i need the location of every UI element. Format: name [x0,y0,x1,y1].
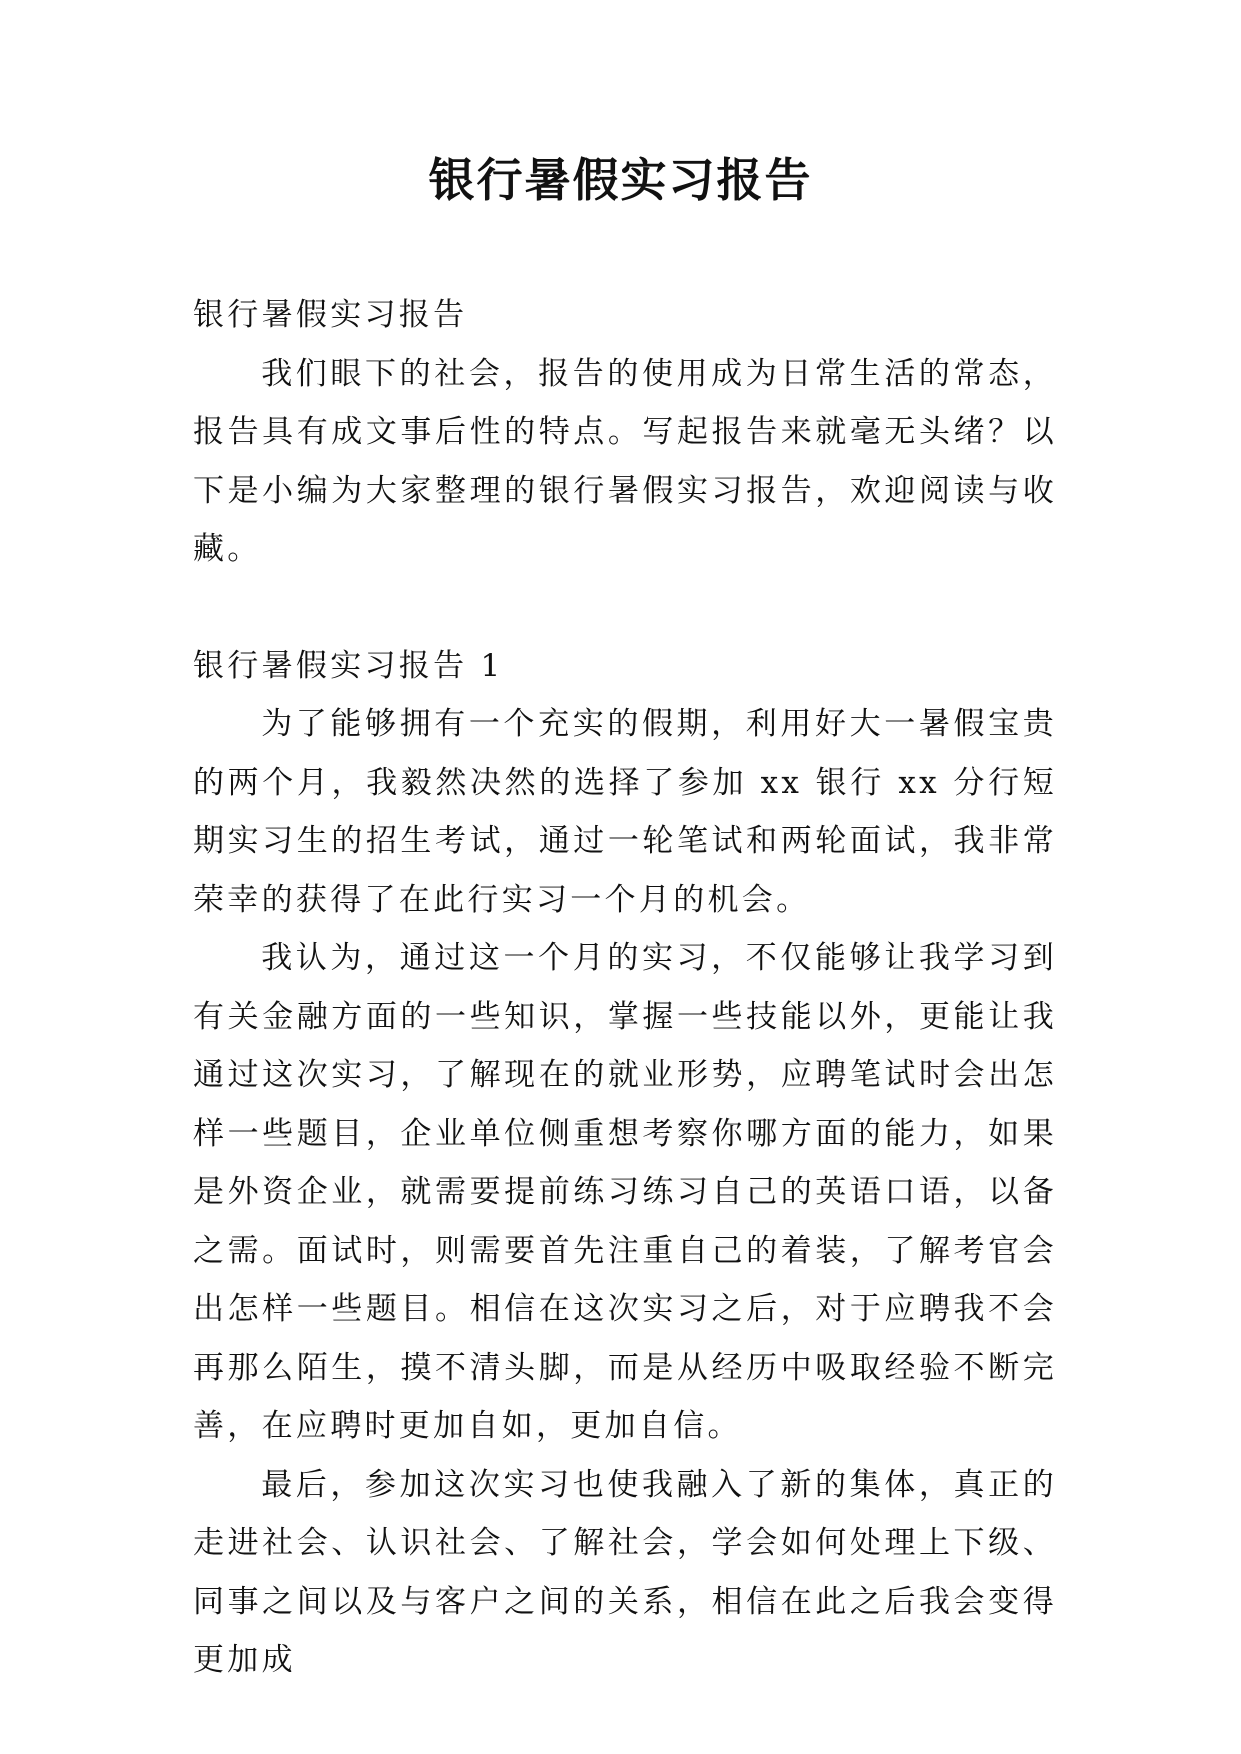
section-spacer [193,579,1057,637]
section1-paragraph-1: 为了能够拥有一个充实的假期，利用好大一暑假宝贵的两个月，我毅然决然的选择了参加 xx 银行 xx 分行短期实习生的招生考试，通过一轮笔试和两轮面试，我非常荣幸的获得了在此行实习一个月的机会。 [193,706,1057,918]
document-body [193,286,1057,1690]
intro-paragraph: 我们眼下的社会，报告的使用成为日常生活的常态，报告具有成文事后性的特点。写起报告来就毫无头绪？以下是小编为大家整理的银行暑假实习报告，欢迎阅读与收藏。 [193,355,1057,567]
document-title: 银行暑假实习报告 [428,153,813,207]
section1-paragraph-2: 我认为，通过这一个月的实习，不仅能够让我学习到有关金融方面的一些知识，掌握一些技能以外，更能让我通过这次实习，了解现在的就业形势，应聘笔试时会出怎样一些题目，企业单位侧重想考察你哪方面的能力，如果是外资企业，就需要提前练习练习自己的英语口语，以备之需。面试时，则需要首先注重自己的着装，了解考官会出怎样一些题目。相信在这次实习之后，对于应聘我不会再那么陌生，摸不清头脚，而是从经历中吸取经验不断完善，在应聘时更加自如，更加自信。 [193,940,1057,1444]
section1-heading: 银行暑假实习报告 1 [193,647,504,684]
intro-heading: 银行暑假实习报告 [193,297,468,333]
section1-paragraph-3: 最后，参加这次实习也使我融入了新的集体，真正的走进社会、认识社会、了解社会，学会如何处理上下级、同事之间以及与客户之间的关系，相信在此之后我会变得更加成 [193,1466,1057,1678]
